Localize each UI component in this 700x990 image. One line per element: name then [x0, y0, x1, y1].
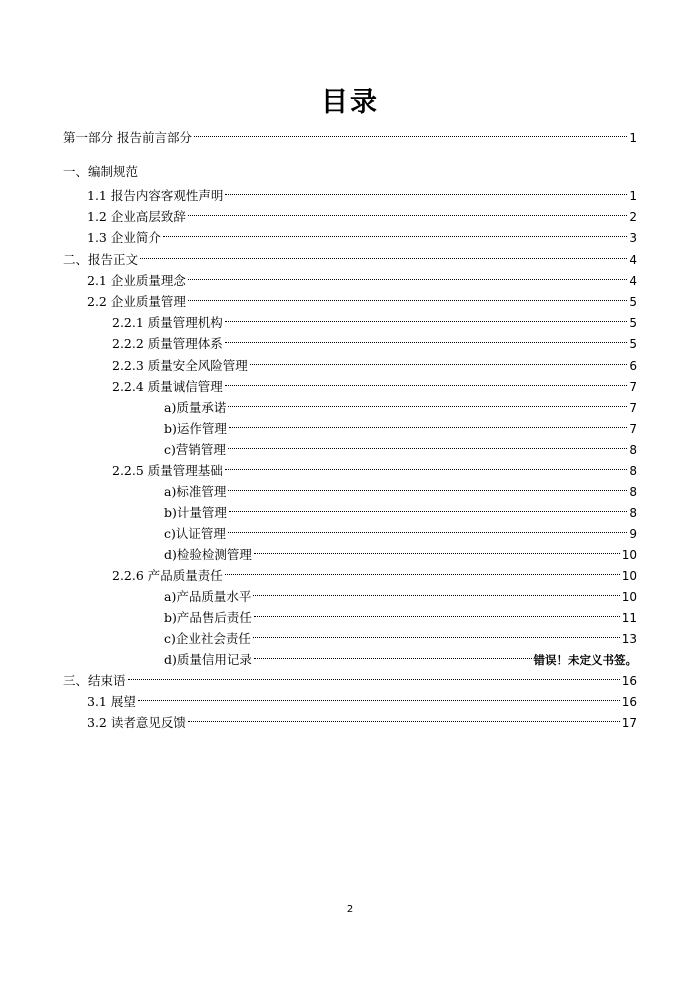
toc-dot-leader — [225, 180, 627, 200]
toc-entry-page: 16 — [621, 674, 637, 688]
toc-entry[interactable] — [164, 434, 637, 457]
toc-dot-leader — [138, 686, 620, 706]
toc-entry-page: 5 — [629, 337, 637, 351]
toc-entry[interactable] — [87, 286, 637, 309]
toc-dot-leader — [228, 518, 627, 538]
toc-entry-page: 16 — [621, 695, 637, 709]
toc-dot-leader — [254, 539, 620, 559]
toc-entry-page: 10 — [621, 590, 637, 604]
toc-entry[interactable] — [112, 350, 637, 373]
toc-dot-leader — [128, 665, 620, 685]
toc-dot-leader — [188, 286, 628, 306]
toc-entry-label: a)质量承诺 — [164, 400, 227, 415]
toc-entry-page: 8 — [629, 443, 637, 457]
toc-entry-page-error: 错误！未定义书签。 — [533, 653, 637, 667]
toc-entry-label: 1.3 企业简介 — [87, 230, 161, 245]
toc-dot-leader — [254, 644, 532, 664]
toc-entry-label: 2.2.4 质量诚信管理 — [112, 379, 223, 394]
toc-dot-leader — [253, 623, 620, 643]
toc-dot-leader — [228, 434, 627, 454]
toc-entry-label: c)认证管理 — [164, 526, 226, 541]
toc-entry-page: 9 — [629, 527, 637, 541]
toc-entry-page: 17 — [621, 716, 637, 730]
toc-entry[interactable] — [112, 560, 637, 583]
toc-entry[interactable] — [164, 602, 637, 625]
toc-entry[interactable] — [164, 581, 637, 604]
toc-entry[interactable] — [63, 122, 637, 145]
toc-entry-page: 3 — [629, 231, 637, 245]
toc-entry[interactable] — [164, 413, 637, 436]
toc-entry-page: 4 — [629, 274, 637, 288]
toc-dot-leader — [250, 350, 628, 370]
toc-dot-leader — [163, 222, 628, 242]
toc-entry-label: d)质量信用记录 — [164, 652, 252, 667]
toc-entry-label: a)产品质量水平 — [164, 589, 252, 604]
toc-entry[interactable] — [87, 222, 637, 245]
toc-entry[interactable] — [87, 265, 637, 288]
toc-dot-leader — [188, 201, 628, 221]
toc-dot-leader — [225, 371, 628, 391]
toc-entry-page: 1 — [629, 131, 637, 145]
toc-dot-leader — [254, 602, 620, 622]
toc-dot-leader — [253, 581, 619, 601]
toc-entry[interactable] — [112, 371, 637, 394]
toc-entry-page: 6 — [629, 359, 637, 373]
page-number: 2 — [346, 904, 354, 915]
toc-dot-leader — [225, 560, 620, 580]
toc-entry-label: 2.1 企业质量理念 — [87, 273, 186, 288]
toc-entry-page: 11 — [621, 611, 637, 625]
toc-entry-label: 2.2.5 质量管理基础 — [112, 463, 223, 478]
toc-entry-page: 4 — [629, 253, 637, 267]
toc-entry-page: 7 — [629, 422, 637, 436]
toc-entry-label: 第一部分 报告前言部分 — [63, 130, 192, 145]
toc-entry-label: a)标准管理 — [164, 484, 227, 499]
toc-entry-label: b)运作管理 — [164, 421, 227, 436]
toc-dot-leader — [229, 497, 627, 517]
toc-entry[interactable] — [63, 665, 637, 688]
toc-entry[interactable] — [112, 307, 637, 330]
toc-entry-page: 5 — [629, 316, 637, 330]
toc-entry[interactable] — [87, 201, 637, 224]
toc-dot-leader — [194, 122, 627, 142]
toc-dot-leader — [228, 476, 627, 496]
toc-entry-label: 1.1 报告内容客观性声明 — [87, 188, 224, 203]
toc-entry-page: 5 — [629, 295, 637, 309]
toc-entry-page: 10 — [621, 569, 637, 583]
toc-entry-page: 7 — [629, 401, 637, 415]
toc-entry-page: 1 — [629, 189, 637, 203]
toc-entry-label: 2.2 企业质量管理 — [87, 294, 186, 309]
toc-entry[interactable] — [164, 623, 637, 646]
toc-entry-label: b)计量管理 — [164, 505, 227, 520]
toc-entry-label: 3.1 展望 — [87, 694, 136, 709]
toc-entry[interactable] — [164, 476, 637, 499]
toc-dot-leader — [228, 392, 627, 412]
toc-entry-label: c)营销管理 — [164, 442, 226, 457]
toc-entry[interactable] — [87, 686, 637, 709]
toc-entry-label: 2.2.3 质量安全风险管理 — [112, 358, 248, 373]
toc-entry-label: 2.2.2 质量管理体系 — [112, 336, 223, 351]
toc-entry[interactable] — [164, 539, 637, 562]
toc-entry[interactable] — [164, 518, 637, 541]
toc-entry-page: 8 — [629, 506, 637, 520]
toc-entry-label: 2.2.6 产品质量责任 — [112, 568, 223, 583]
toc-entry[interactable] — [63, 244, 637, 267]
toc-entry-page: 2 — [629, 210, 637, 224]
toc-entry-label: c)企业社会责任 — [164, 631, 251, 646]
toc-entry-label: 1.2 企业高层致辞 — [87, 209, 186, 224]
toc-entry-label: 3.2 读者意见反馈 — [87, 715, 186, 730]
toc-dot-leader — [225, 328, 628, 348]
toc-entry-page: 10 — [621, 548, 637, 562]
toc-entry-label: 二、报告正文 — [63, 252, 139, 267]
toc-dot-leader — [225, 455, 628, 475]
toc-dot-leader — [140, 244, 627, 264]
toc-entry[interactable] — [63, 162, 637, 182]
toc-dot-leader — [188, 265, 628, 285]
toc-entry-page: 13 — [621, 632, 637, 646]
toc-entry-label: 2.2.1 质量管理机构 — [112, 315, 223, 330]
toc-entry[interactable] — [87, 707, 637, 730]
toc-entry[interactable] — [112, 328, 637, 351]
toc-entry[interactable] — [164, 497, 637, 520]
toc-entry[interactable] — [112, 455, 637, 478]
toc-entry[interactable] — [164, 644, 637, 667]
toc-title: 目录 — [321, 87, 379, 118]
toc-entry-page: 7 — [629, 380, 637, 394]
toc-entry-label: b)产品售后责任 — [164, 610, 252, 625]
toc-entry-label: 一、编制规范 — [63, 164, 139, 179]
toc-entry-label: 三、结束语 — [63, 673, 126, 688]
toc-entry[interactable] — [87, 180, 637, 203]
toc-entry-page: 8 — [629, 464, 637, 478]
toc-dot-leader — [225, 307, 628, 327]
toc-entry[interactable] — [164, 392, 637, 415]
toc-dot-leader — [188, 707, 620, 727]
toc-dot-leader — [229, 413, 627, 433]
toc-entry-label: d)检验检测管理 — [164, 547, 252, 562]
toc-entry-page: 8 — [629, 485, 637, 499]
